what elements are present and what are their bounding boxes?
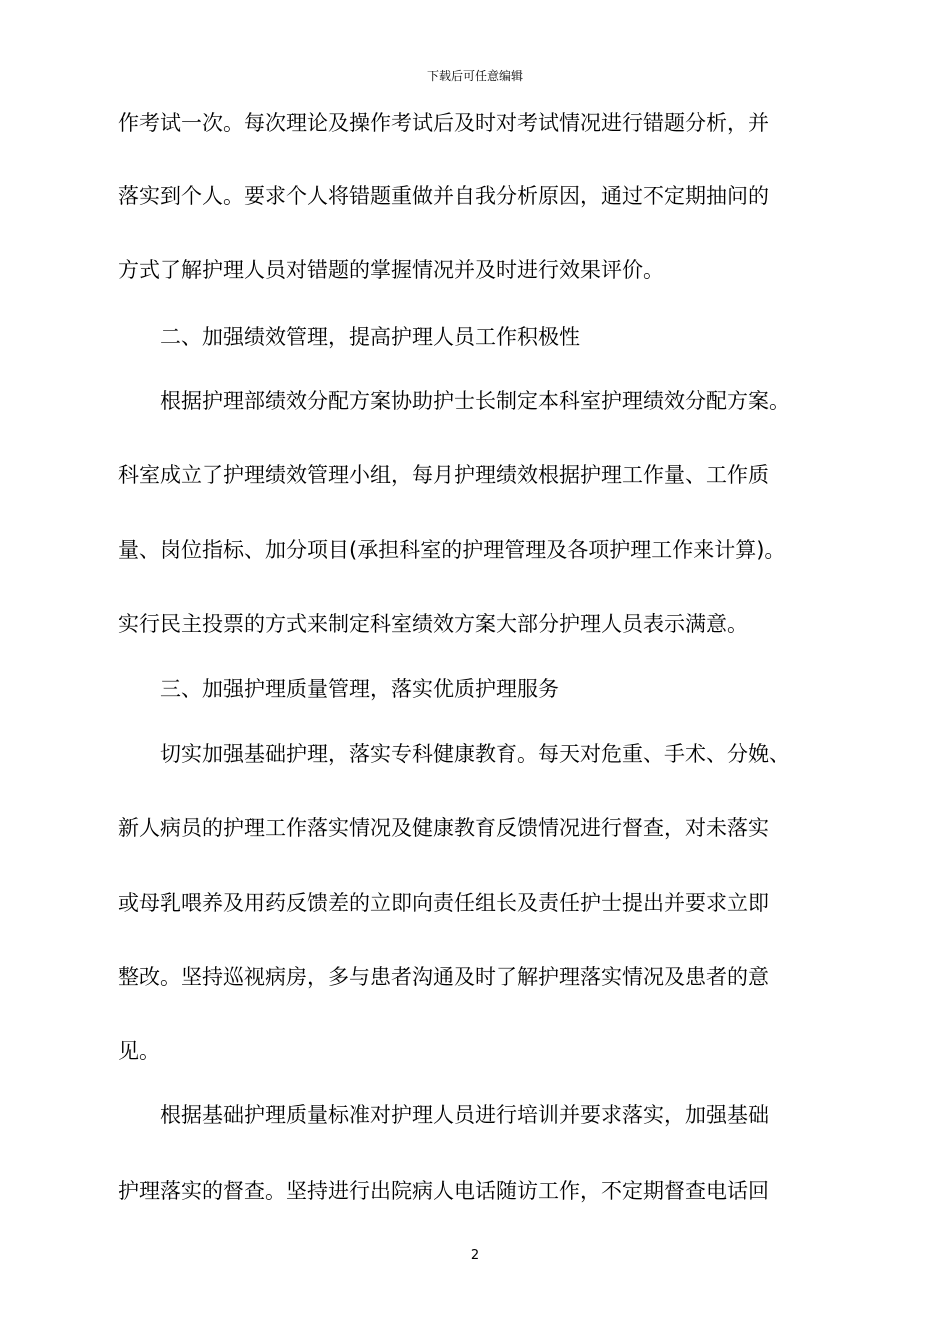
text-line: 方式了解护理人员对错题的掌握情况并及时进行效果评价。 xyxy=(118,258,664,282)
text-line: 作考试一次。每次理论及操作考试后及时对考试情况进行错题分析，并 xyxy=(118,111,769,135)
text-line: 科室成立了护理绩效管理小组，每月护理绩效根据护理工作量、工作质 xyxy=(118,463,769,487)
text-line: 整改。坚持巡视病房，多与患者沟通及时了解护理落实情况及患者的意 xyxy=(118,965,769,989)
text-line: 新人病员的护理工作落实情况及健康教育反馈情况进行督查，对未落实 xyxy=(118,816,769,840)
text-line: 实行民主投票的方式来制定科室绩效方案大部分护理人员表示满意。 xyxy=(118,612,748,636)
text-line: 护理落实的督查。坚持进行出院病人电话随访工作，不定期督查电话回 xyxy=(118,1179,769,1203)
section-heading: 二、加强绩效管理，提高护理人员工作积极性 xyxy=(118,325,580,349)
text-line: 根据护理部绩效分配方案协助护士长制定本科室护理绩效分配方案。 xyxy=(118,389,790,413)
section-heading: 三、加强护理质量管理，落实优质护理服务 xyxy=(118,677,559,701)
page-header: 下载后可任意编辑 xyxy=(426,69,523,83)
text-line: 切实加强基础护理，落实专科健康教育。每天对危重、手术、分娩、 xyxy=(118,742,790,766)
text-line: 落实到个人。要求个人将错题重做并自我分析原因，通过不定期抽问的 xyxy=(118,184,769,208)
text-line: 量、岗位指标、加分项目(承担科室的护理管理及各项护理工作来计算)。 xyxy=(118,538,786,562)
text-line: 见。 xyxy=(118,1039,160,1063)
page-number: 2 xyxy=(470,1248,480,1263)
text-line: 或母乳喂养及用药反馈差的立即向责任组长及责任护士提出并要求立即 xyxy=(118,891,769,915)
text-line: 根据基础护理质量标准对护理人员进行培训并要求落实，加强基础 xyxy=(118,1103,769,1127)
